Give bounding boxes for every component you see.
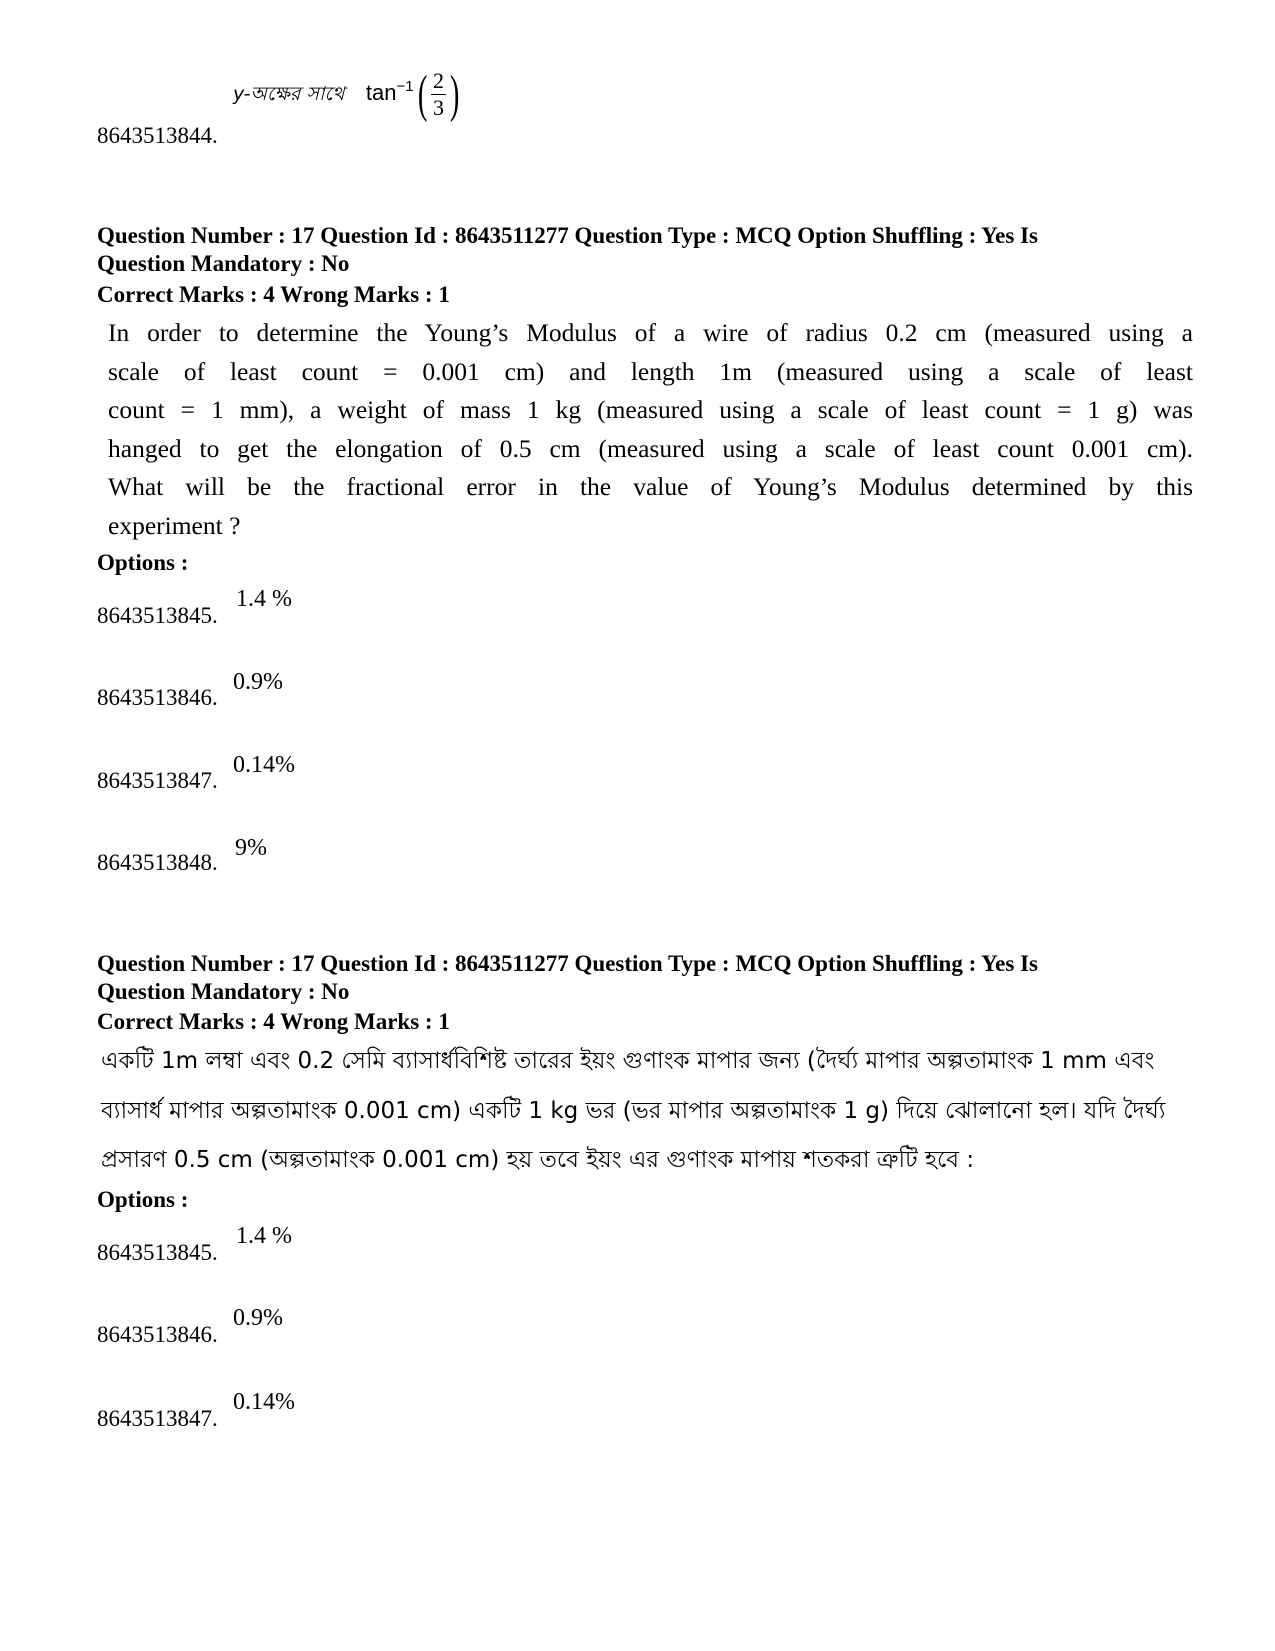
q1-option-id: 8643513848.: [97, 850, 218, 875]
q1-text-line: scale of least count = 0.001 cm) and length 1m (measured using a scale of least: [108, 356, 1193, 386]
q1-marks: Correct Marks : 4 Wrong Marks : 1: [97, 282, 450, 307]
q2-text-line: একটি 1m লম্বা এবং 0.2 সেমি ব্যাসার্ধবিশিষ্ট তারের ইয়ং গুণাংক মাপার জন্য (দৈর্ঘ্য মাপার অল্পতামাংক 1 mm এবং: [101, 1048, 1155, 1074]
q2-option-id: 8643513846.: [97, 1322, 218, 1347]
tan-exponent: −1: [396, 78, 414, 96]
q1-header-line2: Question Mandatory : No: [97, 251, 350, 276]
fraction: [431, 68, 446, 121]
tan-function: tan: [365, 79, 397, 105]
axis-text: y-অক্ষের সাথে: [233, 82, 345, 105]
q2-marks: Correct Marks : 4 Wrong Marks : 1: [97, 1009, 450, 1034]
q2-header-line2: Question Mandatory : No: [97, 979, 350, 1004]
q1-option-value: 0.9%: [233, 669, 283, 695]
q2-option-value: 1.4 %: [236, 1223, 292, 1249]
q1-text-line: In order to determine the Young’s Modulus of a wire of radius 0.2 cm (measured using a: [108, 318, 1193, 347]
top-option-id: 8643513844.: [97, 123, 218, 148]
q2-header-line1: Question Number : 17 Question Id : 8643511277 Question Type : MCQ Option Shuffling : Yes Is: [97, 951, 1038, 976]
q2-text-line: ব্যাসার্ধ মাপার অল্পতামাংক 0.001 cm) একটি 1 kg ভর (ভর মাপার অল্পতামাংক 1 g) দিয়ে ঝোলানো হল। যদি দৈর্ঘ্য: [101, 1097, 1166, 1124]
q1-text-line: experiment ?: [108, 510, 241, 540]
q2-header: [97, 950, 1038, 1006]
q2-option-value: 0.14%: [233, 1389, 295, 1415]
q1-options-label: Options :: [97, 550, 189, 575]
left-paren: (: [417, 65, 428, 123]
q1-option-value: 9%: [235, 835, 267, 861]
q2-options-label: Options :: [97, 1187, 189, 1212]
q1-option-value: 1.4 %: [236, 586, 292, 612]
q1-text-line: count = 1 mm), a weight of mass 1 kg (measured using a scale of least count = 1 g) was: [108, 395, 1193, 424]
q1-header-line1: Question Number : 17 Question Id : 8643511277 Question Type : MCQ Option Shuffling : Yes Is: [97, 223, 1038, 248]
q1-text-line: What will be the fractional error in the value of Young’s Modulus determined by this: [108, 472, 1193, 501]
q2-option-id: 8643513845.: [97, 1240, 218, 1265]
q1-text-line: hanged to get the elongation of 0.5 cm (measured using a scale of least count 0.001 cm).: [108, 433, 1193, 463]
q1-option-value: 0.14%: [233, 752, 295, 778]
right-paren: ): [449, 65, 460, 123]
q1-question-text: [108, 314, 1193, 545]
top-option-math: [233, 65, 463, 123]
q1-option-id: 8643513846.: [97, 685, 218, 710]
fraction-denominator: 3: [432, 95, 444, 120]
q2-text-line: প্রসারণ 0.5 cm (অল্পতামাংক 0.001 cm) হয় তবে ইয়ং এর গুণাংক মাপায় শতকরা ত্রুটি হবে :: [101, 1147, 975, 1173]
q2-option-value: 0.9%: [233, 1305, 283, 1331]
q1-option-id: 8643513845.: [97, 603, 218, 628]
q1-header: [97, 222, 1038, 278]
q1-option-id: 8643513847.: [97, 768, 218, 793]
q2-option-id: 8643513847.: [97, 1406, 218, 1431]
q2-question-text: [101, 1037, 1186, 1186]
fraction-numerator: 2: [432, 68, 444, 93]
